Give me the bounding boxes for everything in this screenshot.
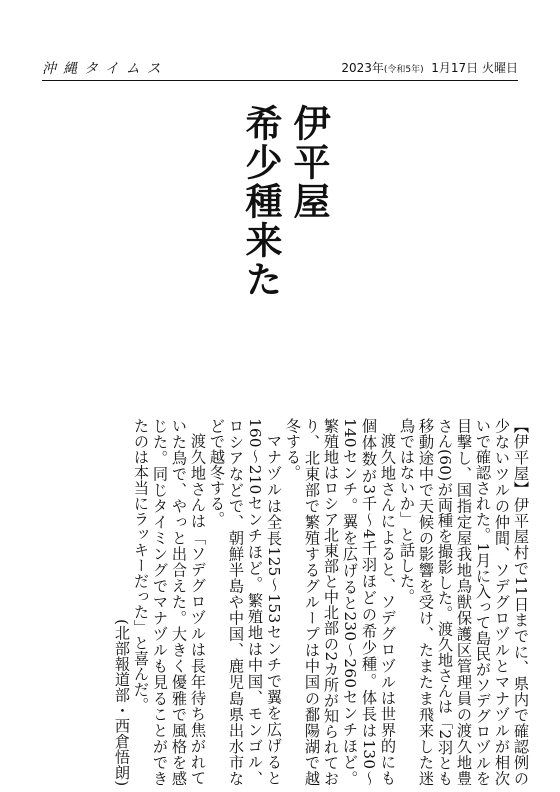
headline-line-2: 希少種来た [239, 104, 282, 299]
article-paragraph-3: マナヅルは全長125〜153センチで翼を広げると160〜210センチほど。繁殖地は中国、モンゴル、ロシアなどで、朝鮮半島や中国、鹿児島県出水市などで越冬する。 [208, 418, 283, 786]
masthead [0, 0, 560, 90]
article-byline: (北部報道部・西倉悟朗) [113, 618, 131, 786]
article-paragraph-2: 渡久地さんによると、ソデグロヅルは世界的にも個体数が3千〜4千羽ほどの希少種。体長は130〜140センチ。翼を広げると230〜260センチほど。繁殖地はロシア北東部と中北部の2カ所が知られており、北東部で繁殖するグループは中国の鄱陽湖で越冬する。 [284, 418, 397, 786]
date-year: 2023年 [341, 61, 384, 75]
date-era: (令和5年) [383, 65, 424, 75]
headline-line-1: 伊平屋 [287, 104, 330, 221]
article-paragraph-4: 渡久地さんは「ソデグロヅルは長年待ち焦がれていた鳥で、やっと出合えた。大きく優雅で風格を感じた。同じタイミングでマナヅルも見ることができたのは本当にラッキーだった」と喜んだ。 [132, 418, 207, 786]
masthead-rule [42, 80, 518, 81]
article-headline [239, 104, 330, 394]
article-paragraph-1: 【伊平屋】伊平屋村で11日までに、県内で確認例の少ないツルの仲間、ソデグロヅルとマナヅルが相次いで確認された。1月に入って島民がソデグロヅルを目撃し、国指定屋我地鳥獣保護区管理員の渡久地豊さん(60)が両種を撮影した。渡久地さんは「2羽とも移動途中で天候の影響を受け、たまたま飛来した迷鳥ではないか」と話した。 [398, 418, 530, 786]
date-day: 1月17日 火曜日 [431, 61, 518, 75]
newspaper-name: 沖縄タイムス [42, 61, 168, 77]
publication-date [341, 59, 518, 76]
article-body [78, 418, 530, 786]
